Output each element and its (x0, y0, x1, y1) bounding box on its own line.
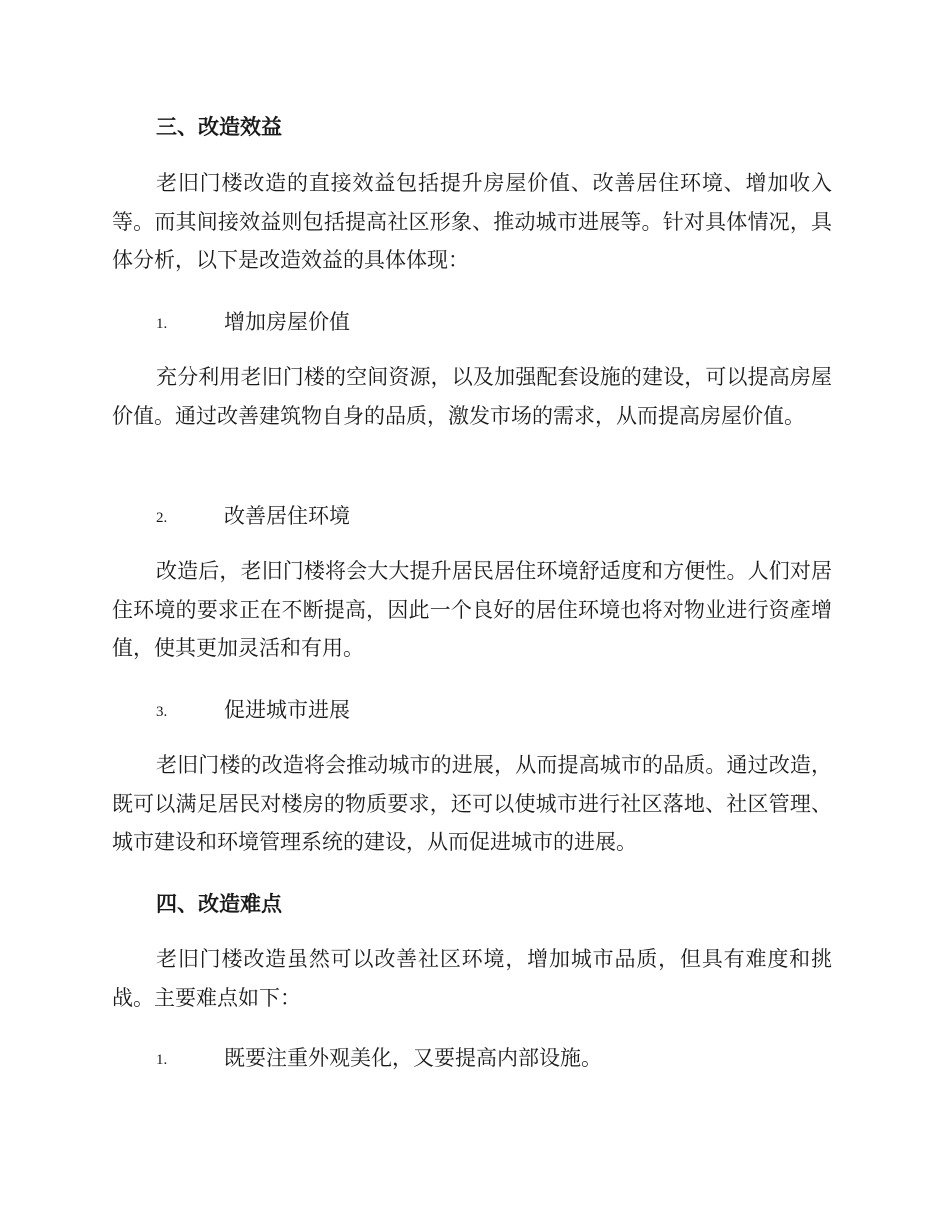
list-number: 2. (156, 510, 168, 526)
list-item-1 (156, 307, 350, 339)
list-item-3 (156, 695, 350, 727)
list-number: 1. (156, 1052, 168, 1068)
section-heading-benefits: 三、改造效益 (156, 115, 282, 139)
list-item-2 (156, 501, 350, 533)
list-number: 1. (156, 316, 168, 332)
benefits-intro-paragraph: 老旧门楼改造的直接效益包括提升房屋价值、改善居住环境、增加收入等。而其间接效益则包括提高社区形象、推动城市进展等。针对具体情况，具体分析，以下是改造效益的具体体现： (112, 171, 832, 272)
item-3-paragraph: 老旧门楼的改造将会推动城市的进展，从而提高城市的品质。通过改造，既可以满足居民对楼房的物质要求，还可以使城市进行社区落地、社区管理、城市建设和环境管理系统的建设，从而促进城市的进展。 (112, 753, 832, 854)
list-item-title: 增加房屋价值 (224, 310, 350, 334)
list-item-title: 促进城市进展 (224, 698, 350, 722)
list-number: 3. (156, 704, 168, 720)
item-2-paragraph: 改造后，老旧门楼将会大大提升居民居住环境舒适度和方便性。人们对居住环境的要求正在不断提高，因此一个良好的居住环境也将对物业进行资產增值，使其更加灵活和有用。 (112, 559, 832, 660)
difficulties-intro-paragraph: 老旧门楼改造虽然可以改善社区环境，增加城市品质，但具有难度和挑战。主要难点如下： (112, 947, 832, 1010)
item-1-paragraph: 充分利用老旧门楼的空间资源，以及加强配套设施的建设，可以提高房屋价值。通过改善建筑物自身的品质，激发市场的需求，从而提高房屋价值。 (112, 365, 832, 428)
section-heading-difficulties: 四、改造难点 (156, 892, 282, 916)
list-item-title: 改善居住环境 (224, 504, 350, 528)
list-item-title: 既要注重外观美化，又要提高内部设施。 (224, 1046, 602, 1070)
difficulty-item-1 (156, 1043, 602, 1075)
